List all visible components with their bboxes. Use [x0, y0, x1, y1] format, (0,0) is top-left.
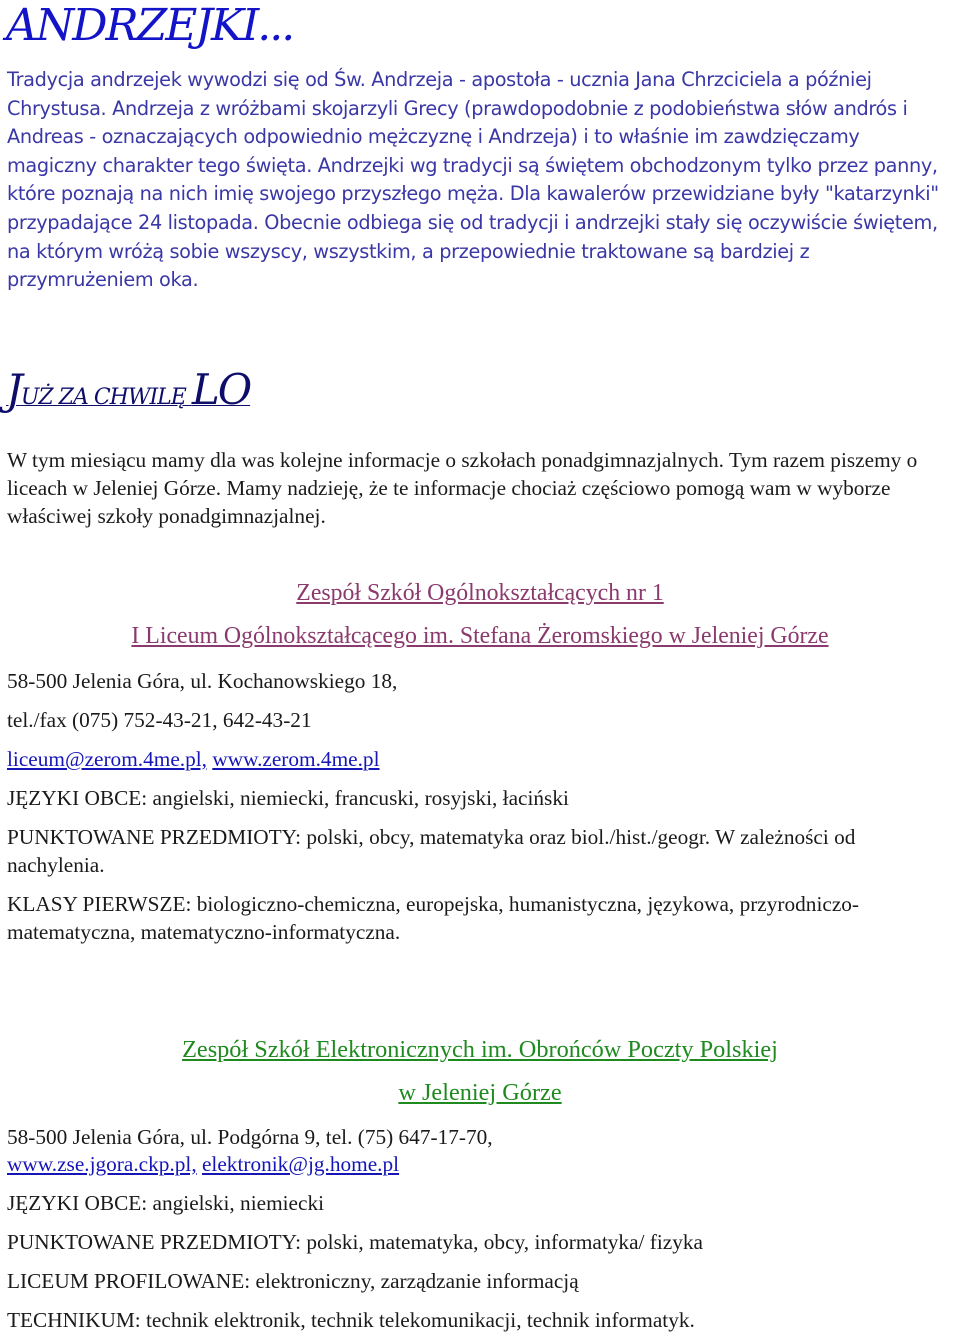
school2-technikum: TECHNIKUM: technik elektronik, technik telekomunikacji, technik informatyk. — [7, 1308, 695, 1332]
school2-languages: JĘZYKI OBCE: angielski, niemiecki — [7, 1191, 325, 1215]
school1-subjects: PUNKTOWANE PRZEDMIOTY: polski, obcy, matematyka oraz biol./hist./geogr. W zależności od nachylenia. — [7, 825, 856, 877]
school1-website-link[interactable]: www.zerom.4me.pl — [212, 747, 380, 771]
section-title-end: LO — [191, 365, 251, 414]
school1-name-line2[interactable]: I Liceum Ogólnokształcącego im. Stefana Żeromskiego w Jeleniej Górze — [131, 623, 829, 649]
section-title — [6, 360, 954, 429]
section-title-initial: J — [6, 365, 21, 414]
section-intro: W tym miesiącu mamy dla was kolejne informacje o szkołach ponadgimnazjalnych. Tym razem piszemy o liceach w Jeleniej Górze. Mamy nadzieję, że te informacje chociaż częściowo pomogą wam w wyborze właściwej szkoły ponadgimnazjalnej. — [7, 448, 918, 528]
school1-languages: JĘZYKI OBCE: angielski, niemiecki, francuski, rosyjski, łaciński — [7, 786, 569, 810]
school2-website-link[interactable]: www.zse.jgora.ckp.pl, — [7, 1152, 197, 1176]
school2-address: 58-500 Jelenia Góra, ul. Podgórna 9, tel. (75) 647-17-70, — [7, 1125, 493, 1149]
school2-name-line2[interactable]: w Jeleniej Górze — [398, 1079, 562, 1106]
school1-contacts — [7, 745, 954, 773]
andrzejki-title: ANDRZEJKI... — [6, 0, 294, 51]
school1-phone: tel./fax (075) 752-43-21, 642-43-21 — [7, 708, 312, 732]
school2-contacts — [7, 1150, 954, 1178]
school1-address: 58-500 Jelenia Góra, ul. Kochanowskiego 18, — [7, 669, 398, 693]
school1-classes: KLASY PIERWSZE: biologiczno-chemiczna, europejska, humanistyczna, językowa, przyrodniczo-matematyczna, matematyczno-informatyczna. — [7, 892, 860, 944]
school1-email-link[interactable]: liceum@zerom.4me.pl, — [7, 747, 207, 771]
school2-name-line1[interactable]: Zespół Szkół Elektronicznych im. Obrońców Poczty Polskiej — [182, 1036, 778, 1063]
andrzejki-paragraph: Tradycja andrzejek wywodzi się od Św. Andrzeja - apostoła - ucznia Jana Chrzciciela a później Chrystusa. Andrzeja z wróżbami skojarzyli Grecy (prawdopodobnie z podobieństwa słów andrós i Andreas - oznaczających odpowiednio mężczyznę i Andrzeja) i to właśnie im zawdzięczamy magiczny charakter tego święta. Andrzejki wg tradycji są świętem obchodzonym tylko przez panny, które poznają na nich imię swojego przyszłego męża. Dla kawalerów przewidziane były "katarzynki" przypadające 24 listopada. Obecnie odbiega się od tradycji i andrzejki stały się oczywiście świętem, na którym wróżą sobie wszyscy, wszystkim, a przepowiednie traktowane są bardziej z przymrużeniem oka. — [7, 68, 939, 292]
school2-subjects: PUNKTOWANE PRZEDMIOTY: polski, matematyka, obcy, informatyka/ fizyka — [7, 1230, 703, 1254]
section-title-middle: UŻ ZA CHWILĘ — [20, 385, 192, 410]
school1-name-line1[interactable]: Zespół Szkół Ogólnokształcących nr 1 — [296, 580, 664, 606]
school2-profiled: LICEUM PROFILOWANE: elektroniczny, zarządzanie informacją — [7, 1269, 579, 1293]
school2-email-link[interactable]: elektronik@jg.home.pl — [201, 1152, 400, 1176]
